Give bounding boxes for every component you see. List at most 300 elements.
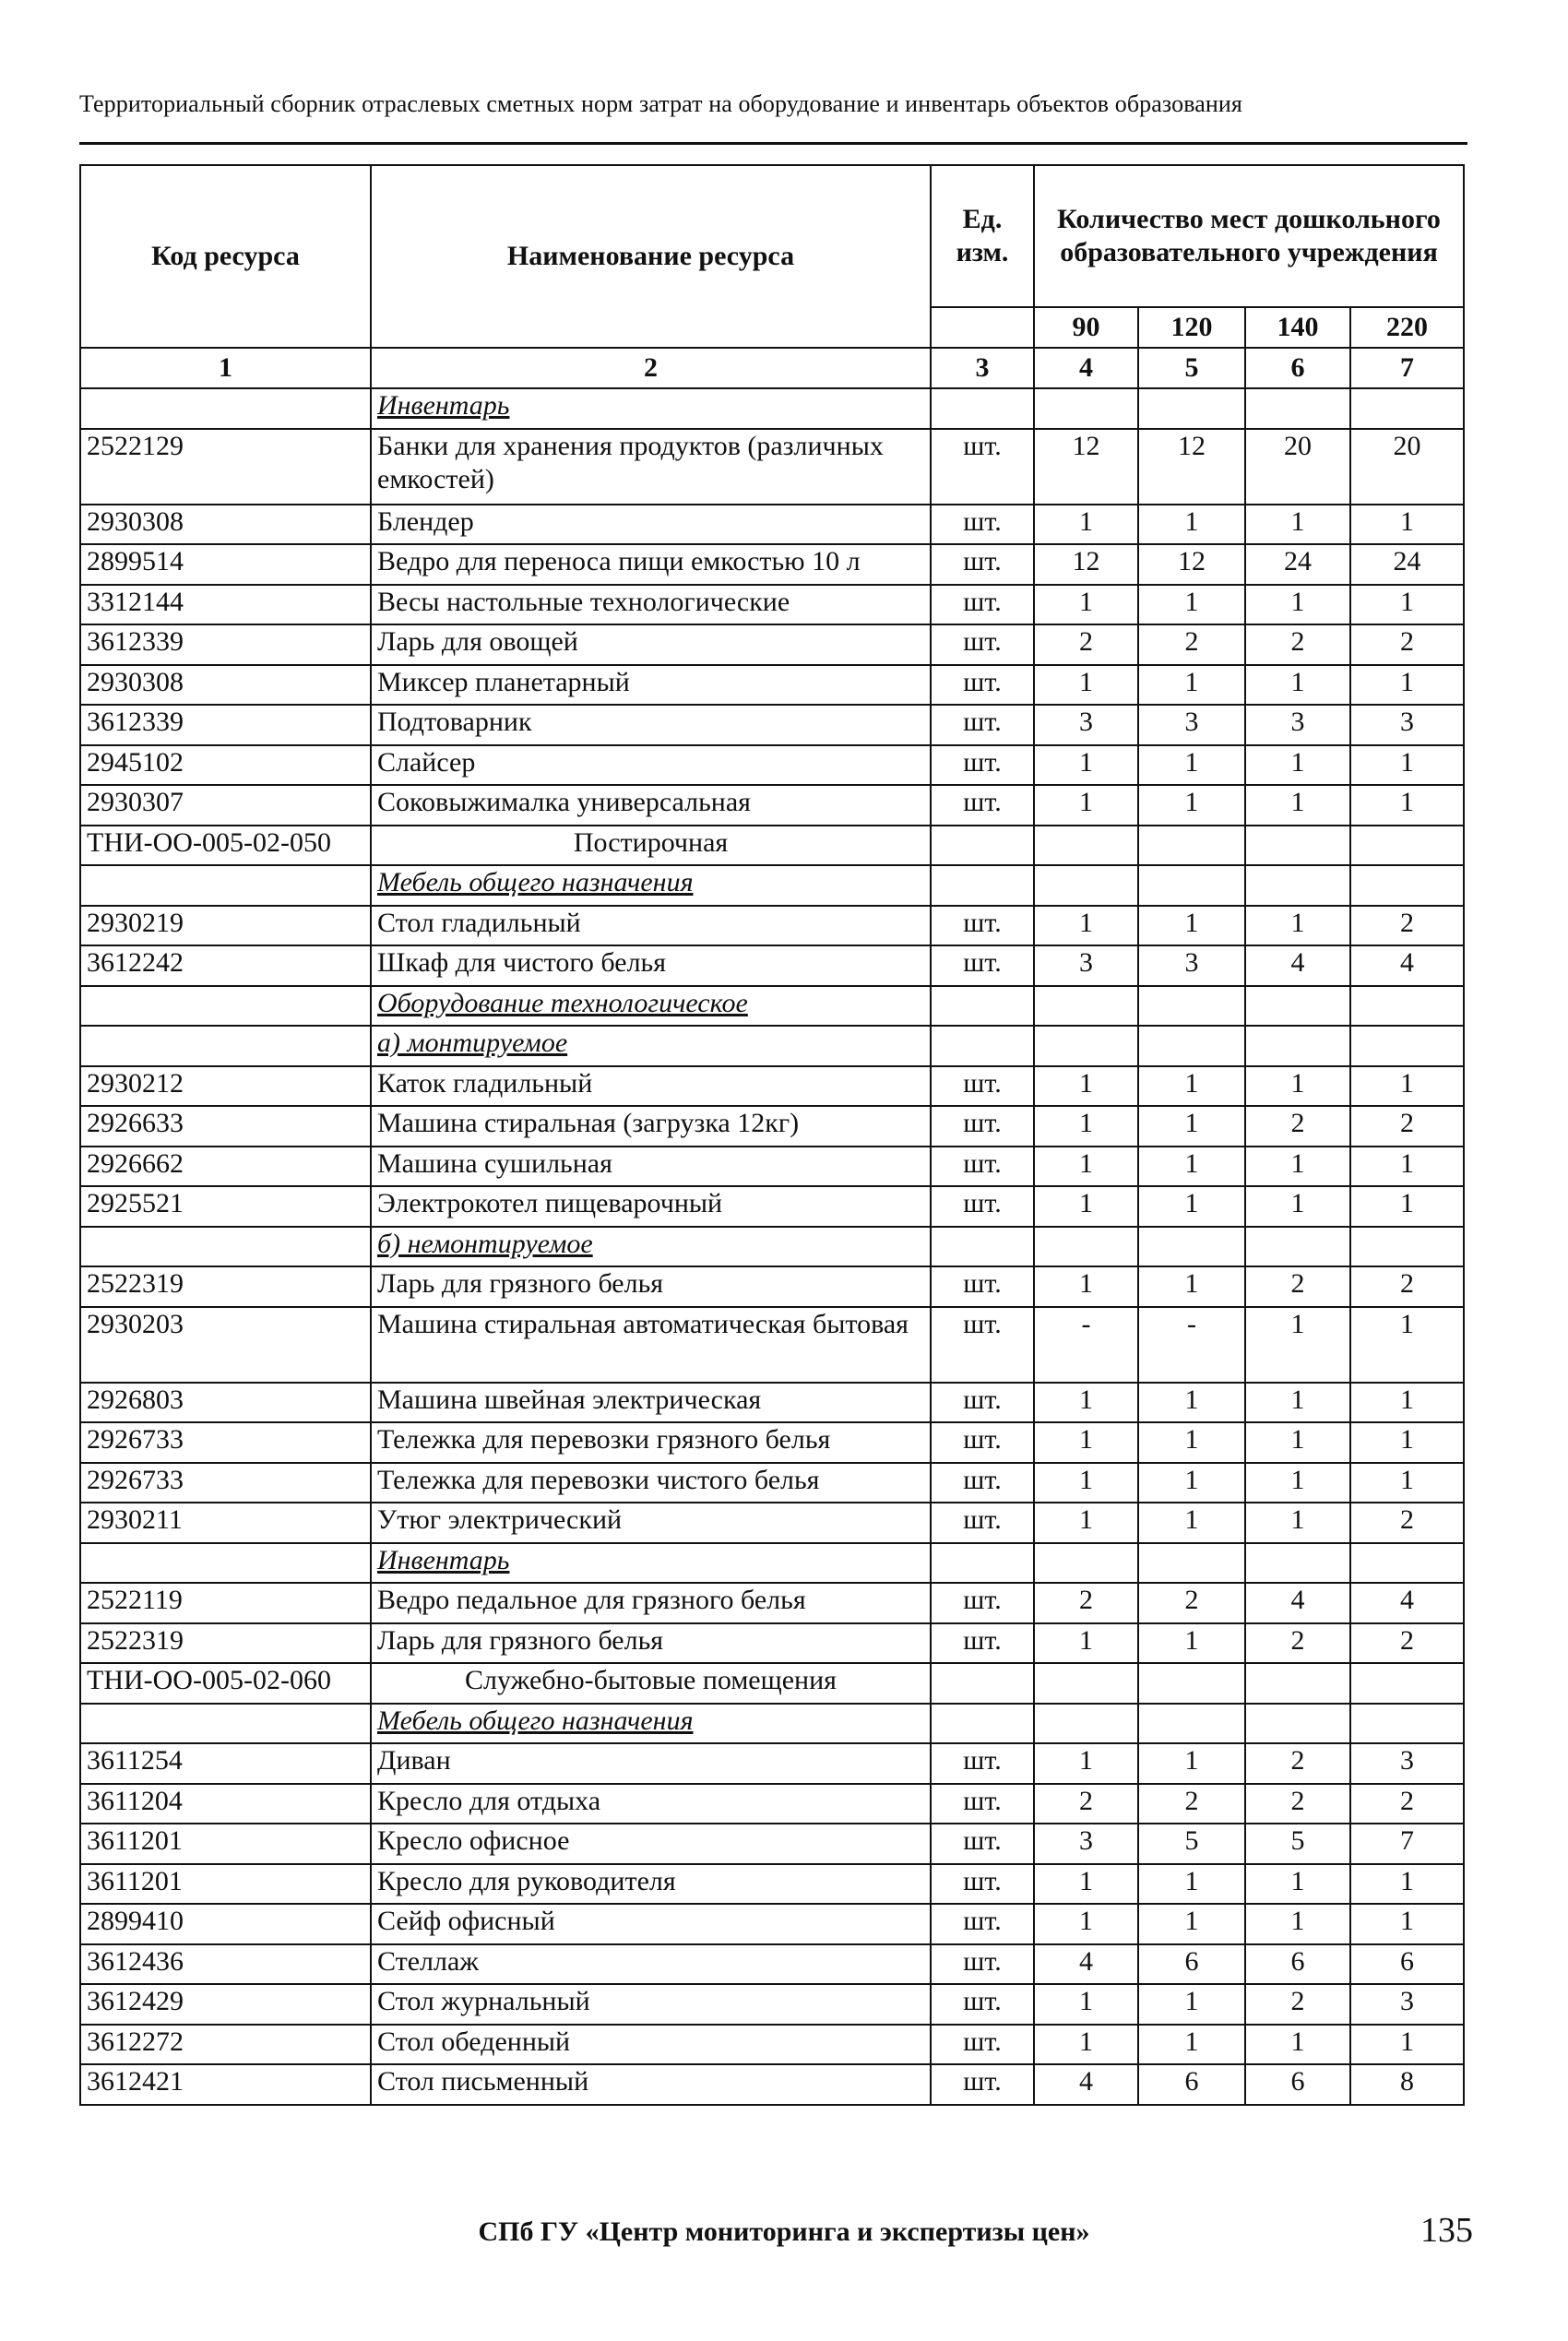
quantity-cell: 1 [1245, 665, 1350, 706]
empty-cell [80, 388, 371, 429]
resource-code: 2925521 [80, 1186, 371, 1227]
empty-cell [1034, 1026, 1138, 1066]
resource-name: Ведро педальное для грязного белья [371, 1583, 931, 1623]
header-capacity: 140 [1245, 307, 1350, 348]
quantity-cell: 8 [1350, 2064, 1464, 2105]
resource-name: Каток гладильный [371, 1066, 931, 1107]
quantity-cell: 1 [1350, 1307, 1464, 1383]
quantity-cell: 1 [1138, 1864, 1245, 1905]
subsection-row [80, 1543, 1464, 1584]
resource-code: 3612242 [80, 945, 371, 986]
quantity-cell: 5 [1138, 1824, 1245, 1864]
quantity-cell: 1 [1138, 2025, 1245, 2065]
empty-cell [1350, 826, 1464, 866]
resource-code: 3611204 [80, 1784, 371, 1824]
resource-code: 2930307 [80, 785, 371, 826]
header-code: Код ресурса [80, 165, 371, 348]
resource-code: 2899514 [80, 544, 371, 585]
section-code: ТНИ-ОО-005-02-050 [80, 826, 371, 866]
section-code: ТНИ-ОО-005-02-060 [80, 1663, 371, 1704]
quantity-cell: 1 [1245, 505, 1350, 545]
resource-code: 2926733 [80, 1422, 371, 1463]
empty-cell [1245, 865, 1350, 906]
resource-name: Ларь для овощей [371, 624, 931, 665]
quantity-cell: 1 [1245, 1186, 1350, 1227]
table-row [80, 1383, 1464, 1423]
quantity-cell: 2 [1245, 1743, 1350, 1784]
empty-cell [1245, 388, 1350, 429]
table-row [80, 1583, 1464, 1623]
empty-cell [1350, 1227, 1464, 1267]
table-body [80, 388, 1464, 2105]
quantity-cell: 1 [1034, 665, 1138, 706]
unit-cell: шт. [931, 1066, 1034, 1107]
quantity-cell: 3 [1034, 945, 1138, 986]
resource-name: Сейф офисный [371, 1904, 931, 1944]
quantity-cell: 1 [1350, 785, 1464, 826]
empty-cell [1034, 1704, 1138, 1744]
unit-cell: шт. [931, 1186, 1034, 1227]
quantity-cell: 1 [1245, 1383, 1350, 1423]
column-number: 3 [931, 348, 1034, 388]
column-number: 7 [1350, 348, 1464, 388]
quantity-cell: 1 [1034, 1066, 1138, 1107]
subsection-title: а) монтируемое [371, 1026, 931, 1066]
empty-cell [1350, 1026, 1464, 1066]
resource-name: Подтоварник [371, 705, 931, 745]
resource-name: Машина стиральная автоматическая бытовая [371, 1307, 931, 1383]
quantity-cell: 2 [1138, 1784, 1245, 1824]
unit-cell: шт. [931, 1984, 1034, 2025]
resource-code: 2926803 [80, 1383, 371, 1423]
empty-cell [1138, 388, 1245, 429]
empty-cell [931, 1227, 1034, 1267]
resource-name: Блендер [371, 505, 931, 545]
subsection-row [80, 1026, 1464, 1066]
unit-cell: шт. [931, 705, 1034, 745]
quantity-cell: 1 [1034, 1864, 1138, 1905]
quantity-cell: 4 [1245, 945, 1350, 986]
subsection-row [80, 1227, 1464, 1267]
quantity-cell: 1 [1245, 1463, 1350, 1503]
table-row [80, 2064, 1464, 2105]
table-row [80, 1904, 1464, 1944]
quantity-cell: 1 [1138, 1422, 1245, 1463]
resource-code: 2930308 [80, 505, 371, 545]
unit-cell: шт. [931, 1864, 1034, 1905]
resource-name: Стол обеденный [371, 2025, 931, 2065]
header-name: Наименование ресурса [371, 165, 931, 348]
quantity-cell: 20 [1245, 429, 1350, 505]
table-row [80, 1422, 1464, 1463]
quantity-cell: 1 [1350, 2025, 1464, 2065]
resource-code: 2522119 [80, 1583, 371, 1623]
empty-cell [80, 865, 371, 906]
quantity-cell: 1 [1245, 1066, 1350, 1107]
unit-cell: шт. [931, 624, 1034, 665]
resource-name: Банки для хранения продуктов (различных емкостей) [371, 429, 931, 505]
quantity-cell: 1 [1138, 665, 1245, 706]
table-row [80, 585, 1464, 625]
header-divider [79, 142, 1467, 145]
quantity-cell: 1 [1245, 785, 1350, 826]
column-number: 2 [371, 348, 931, 388]
unit-cell: шт. [931, 2025, 1034, 2065]
resource-name: Электрокотел пищеварочный [371, 1186, 931, 1227]
resource-code: 2930308 [80, 665, 371, 706]
resource-code: 3312144 [80, 585, 371, 625]
unit-cell: шт. [931, 1266, 1034, 1307]
quantity-cell: 1 [1245, 1422, 1350, 1463]
resource-code: 2926733 [80, 1463, 371, 1503]
unit-cell: шт. [931, 2064, 1034, 2105]
quantity-cell: 12 [1138, 429, 1245, 505]
unit-cell: шт. [931, 1383, 1034, 1423]
quantity-cell: 1 [1350, 505, 1464, 545]
empty-cell [1138, 1704, 1245, 1744]
unit-cell: шт. [931, 1623, 1034, 1664]
quantity-cell: 2 [1034, 1784, 1138, 1824]
resource-code: 3611201 [80, 1824, 371, 1864]
quantity-cell: 2 [1138, 624, 1245, 665]
quantity-cell: 1 [1350, 1904, 1464, 1944]
subsection-row [80, 1704, 1464, 1744]
quantity-cell: 1 [1034, 785, 1138, 826]
empty-cell [931, 1663, 1034, 1704]
quantity-cell: 1 [1034, 1984, 1138, 2025]
quantity-cell: 2 [1245, 1984, 1350, 2025]
subsection-title: Мебель общего назначения [371, 1704, 931, 1744]
footer-organization: СПб ГУ «Центр мониторинга и экспертизы цен» [478, 2216, 1090, 2247]
empty-cell [931, 826, 1034, 866]
resource-code: 2930203 [80, 1307, 371, 1383]
resource-name: Машина сушильная [371, 1147, 931, 1187]
quantity-cell: 1 [1034, 1623, 1138, 1664]
quantity-cell: 2 [1245, 624, 1350, 665]
resource-code: 3611254 [80, 1743, 371, 1784]
quantity-cell: 1 [1138, 505, 1245, 545]
quantity-cell: 1 [1034, 1186, 1138, 1227]
quantity-cell: 12 [1034, 429, 1138, 505]
quantity-cell: 2 [1350, 1266, 1464, 1307]
quantity-cell: 1 [1245, 585, 1350, 625]
column-number: 6 [1245, 348, 1350, 388]
empty-cell [1245, 1026, 1350, 1066]
quantity-cell: - [1138, 1307, 1245, 1383]
subsection-row [80, 865, 1464, 906]
column-number: 4 [1034, 348, 1138, 388]
empty-cell [1245, 986, 1350, 1027]
subsection-title: б) немонтируемое [371, 1227, 931, 1267]
unit-cell: шт. [931, 544, 1034, 585]
subsection-title: Мебель общего назначения [371, 865, 931, 906]
table-row [80, 906, 1464, 946]
quantity-cell: 1 [1245, 1307, 1350, 1383]
unit-cell: шт. [931, 1824, 1034, 1864]
resource-name: Соковыжималка универсальная [371, 785, 931, 826]
column-number: 5 [1138, 348, 1245, 388]
quantity-cell: 1 [1034, 1147, 1138, 1187]
resource-code: 3612429 [80, 1984, 371, 2025]
resource-name: Миксер планетарный [371, 665, 931, 706]
table-row [80, 745, 1464, 786]
quantity-cell: 1 [1034, 1463, 1138, 1503]
empty-cell [1034, 865, 1138, 906]
empty-cell [1350, 1704, 1464, 1744]
table-row [80, 665, 1464, 706]
quantity-cell: 2 [1034, 624, 1138, 665]
quantity-cell: 6 [1350, 1944, 1464, 1985]
quantity-cell: 1 [1034, 1266, 1138, 1307]
resource-code: 2930212 [80, 1066, 371, 1107]
table-row [80, 1266, 1464, 1307]
quantity-cell: 1 [1138, 745, 1245, 786]
quantity-cell: 1 [1138, 585, 1245, 625]
quantity-cell: 2 [1350, 1503, 1464, 1543]
table-row [80, 1106, 1464, 1147]
resource-code: 2945102 [80, 745, 371, 786]
resource-name: Диван [371, 1743, 931, 1784]
quantity-cell: 6 [1245, 1944, 1350, 1985]
resource-name: Стол письменный [371, 2064, 931, 2105]
header-places: Количество мест дошкольного образовательного учреждения [1034, 165, 1464, 307]
quantity-cell: 1 [1034, 2025, 1138, 2065]
resource-code: 3611201 [80, 1864, 371, 1905]
quantity-cell: 24 [1245, 544, 1350, 585]
section-row [80, 826, 1464, 866]
quantity-cell: 1 [1138, 1743, 1245, 1784]
empty-cell [80, 986, 371, 1027]
resource-code: 2926633 [80, 1106, 371, 1147]
resource-code: 3612436 [80, 1944, 371, 1985]
quantity-cell: 4 [1350, 945, 1464, 986]
quantity-cell: 1 [1138, 1383, 1245, 1423]
table-row [80, 1944, 1464, 1985]
empty-cell [1138, 1026, 1245, 1066]
subsection-title: Оборудование технологическое [371, 986, 931, 1027]
empty-cell [1034, 1663, 1138, 1704]
quantity-cell: 12 [1034, 544, 1138, 585]
quantity-cell: 2 [1245, 1784, 1350, 1824]
quantity-cell: 3 [1350, 1984, 1464, 2025]
empty-cell [1138, 1227, 1245, 1267]
quantity-cell: 1 [1034, 1904, 1138, 1944]
unit-cell: шт. [931, 1307, 1034, 1383]
resource-code: 2930219 [80, 906, 371, 946]
empty-cell [1034, 986, 1138, 1027]
resource-code: 3612339 [80, 705, 371, 745]
quantity-cell: 1 [1034, 906, 1138, 946]
empty-cell [80, 1227, 371, 1267]
unit-cell: шт. [931, 1944, 1034, 1985]
quantity-cell: 1 [1138, 1147, 1245, 1187]
subsection-title: Инвентарь [371, 388, 931, 429]
unit-cell: шт. [931, 1784, 1034, 1824]
resource-name: Ларь для грязного белья [371, 1266, 931, 1307]
quantity-cell: 1 [1138, 1266, 1245, 1307]
quantity-cell: 3 [1245, 705, 1350, 745]
quantity-cell: 1 [1245, 2025, 1350, 2065]
empty-cell [1034, 1543, 1138, 1584]
quantity-cell: 1 [1350, 585, 1464, 625]
quantity-cell: 2 [1350, 1784, 1464, 1824]
quantity-cell: 3 [1138, 705, 1245, 745]
quantity-cell: 2 [1138, 1583, 1245, 1623]
unit-cell: шт. [931, 1422, 1034, 1463]
resource-name: Слайсер [371, 745, 931, 786]
subsection-row [80, 388, 1464, 429]
quantity-cell: 3 [1034, 1824, 1138, 1864]
empty-cell [1245, 1704, 1350, 1744]
quantity-cell: 1 [1138, 1106, 1245, 1147]
table-row [80, 1984, 1464, 2025]
header-capacity: 220 [1350, 307, 1464, 348]
table-row [80, 1784, 1464, 1824]
quantity-cell: 2 [1350, 1106, 1464, 1147]
quantity-cell: 1 [1034, 1383, 1138, 1423]
quantity-cell: 24 [1350, 544, 1464, 585]
empty-cell [80, 1704, 371, 1744]
quantity-cell: 2 [1350, 1623, 1464, 1664]
table-row [80, 1463, 1464, 1503]
unit-cell: шт. [931, 665, 1034, 706]
empty-cell [931, 865, 1034, 906]
quantity-cell: 1 [1245, 1904, 1350, 1944]
quantity-cell: 1 [1034, 745, 1138, 786]
resource-code: 3612421 [80, 2064, 371, 2105]
section-row [80, 1663, 1464, 1704]
unit-cell: шт. [931, 785, 1034, 826]
quantity-cell: 1 [1138, 1503, 1245, 1543]
empty-cell [1350, 986, 1464, 1027]
quantity-cell: 1 [1245, 1147, 1350, 1187]
quantity-cell: 3 [1138, 945, 1245, 986]
empty-cell [1034, 1227, 1138, 1267]
quantity-cell: 2 [1245, 1623, 1350, 1664]
quantity-cell: 6 [1138, 1944, 1245, 1985]
empty-cell [1350, 1663, 1464, 1704]
unit-cell: шт. [931, 745, 1034, 786]
resource-code: 2926662 [80, 1147, 371, 1187]
section-title: Служебно-бытовые помещения [371, 1663, 931, 1704]
table-row [80, 1824, 1464, 1864]
quantity-cell: 2 [1034, 1583, 1138, 1623]
quantity-cell: 1 [1034, 585, 1138, 625]
quantity-cell: - [1034, 1307, 1138, 1383]
quantity-cell: 1 [1350, 1383, 1464, 1423]
unit-cell: шт. [931, 1503, 1034, 1543]
table-row [80, 2025, 1464, 2065]
quantity-cell: 1 [1034, 1743, 1138, 1784]
empty-cell [1350, 865, 1464, 906]
empty-cell [1034, 826, 1138, 866]
table-row [80, 1623, 1464, 1664]
empty-cell [1245, 1543, 1350, 1584]
quantity-cell: 1 [1138, 1066, 1245, 1107]
table-row [80, 544, 1464, 585]
resource-code: 2522129 [80, 429, 371, 505]
unit-cell: шт. [931, 1106, 1034, 1147]
resource-table [79, 164, 1465, 2106]
empty-cell [931, 986, 1034, 1027]
table-row [80, 1066, 1464, 1107]
table-row [80, 1864, 1464, 1905]
quantity-cell: 1 [1350, 1463, 1464, 1503]
table-row [80, 1186, 1464, 1227]
quantity-cell: 1 [1245, 1864, 1350, 1905]
resource-name: Машина стиральная (загрузка 12кг) [371, 1106, 931, 1147]
unit-cell: шт. [931, 945, 1034, 986]
empty-cell [80, 1543, 371, 1584]
empty-cell [1034, 388, 1138, 429]
quantity-cell: 4 [1350, 1583, 1464, 1623]
header-capacity: 90 [1034, 307, 1138, 348]
table-row [80, 1743, 1464, 1784]
empty-cell [1138, 865, 1245, 906]
quantity-cell: 1 [1034, 505, 1138, 545]
table-row [80, 429, 1464, 505]
empty-cell [1138, 986, 1245, 1027]
resource-name: Ларь для грязного белья [371, 1623, 931, 1664]
quantity-cell: 1 [1350, 1147, 1464, 1187]
table-row [80, 1307, 1464, 1383]
quantity-cell: 1 [1350, 1864, 1464, 1905]
resource-code: 2522319 [80, 1266, 371, 1307]
unit-cell: шт. [931, 1583, 1034, 1623]
empty-cell [931, 1026, 1034, 1066]
quantity-cell: 1 [1138, 785, 1245, 826]
empty-cell [931, 1704, 1034, 1744]
quantity-cell: 1 [1034, 1106, 1138, 1147]
quantity-cell: 1 [1350, 1422, 1464, 1463]
resource-code: 2522319 [80, 1623, 371, 1664]
resource-name: Тележка для перевозки чистого белья [371, 1463, 931, 1503]
header-unit: Ед. изм. [931, 165, 1034, 307]
quantity-cell: 1 [1245, 1503, 1350, 1543]
unit-cell: шт. [931, 585, 1034, 625]
unit-cell: шт. [931, 1904, 1034, 1944]
quantity-cell: 4 [1034, 1944, 1138, 1985]
subsection-title: Инвентарь [371, 1543, 931, 1584]
subsection-row [80, 986, 1464, 1027]
resource-code: 3612339 [80, 624, 371, 665]
section-title: Постирочная [371, 826, 931, 866]
quantity-cell: 1 [1350, 745, 1464, 786]
unit-cell: шт. [931, 1743, 1034, 1784]
resource-name: Стеллаж [371, 1944, 931, 1985]
quantity-cell: 20 [1350, 429, 1464, 505]
empty-cell [1350, 388, 1464, 429]
quantity-cell: 3 [1350, 705, 1464, 745]
quantity-cell: 2 [1350, 624, 1464, 665]
resource-name: Утюг электрический [371, 1503, 931, 1543]
quantity-cell: 1 [1350, 665, 1464, 706]
resource-name: Машина швейная электрическая [371, 1383, 931, 1423]
quantity-cell: 12 [1138, 544, 1245, 585]
unit-cell: шт. [931, 1463, 1034, 1503]
quantity-cell: 3 [1350, 1743, 1464, 1784]
empty-cell [1245, 826, 1350, 866]
quantity-cell: 7 [1350, 1824, 1464, 1864]
quantity-cell: 6 [1138, 2064, 1245, 2105]
resource-name: Тележка для перевозки грязного белья [371, 1422, 931, 1463]
empty-cell [1350, 1543, 1464, 1584]
header-capacity: 120 [1138, 307, 1245, 348]
unit-cell: шт. [931, 1147, 1034, 1187]
table-row [80, 785, 1464, 826]
quantity-cell: 1 [1350, 1066, 1464, 1107]
quantity-cell: 1 [1138, 1186, 1245, 1227]
